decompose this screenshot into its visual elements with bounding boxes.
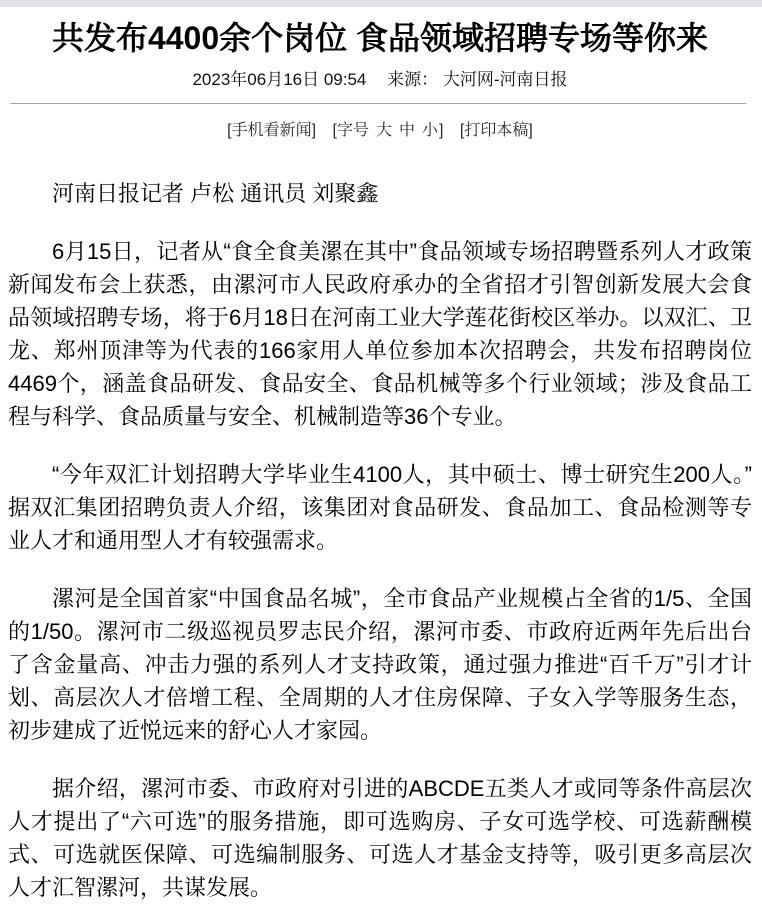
fontsize-small-button[interactable]: 小 [422,122,439,139]
article-paragraph: 据介绍，漯河市委、市政府对引进的ABCDE五类人才或同等条件高层次人才提出了“六可选”的服务措施，即可选购房、子女可选学校、可选薪酬模式、可选就医保障、可选编制服务、可选人才基金支持等，吸引更多高层次人才汇智漯河，共谋发展。 [8,776,752,900]
fontsize-label: [字号 [332,122,369,139]
dateline [8,70,752,90]
article-title: 共发布4400余个岗位 食品领域招聘专场等你来 [51,20,709,56]
article-paragraph: 6月15日，记者从“食全食美漯在其中”食品领域专场招聘暨系列人才政策新闻发布会上获悉，由漯河市人民政府承办的全省招才引智创新发展大会食品领域招聘专场，将于6月18日在河南工业大学莲花街校区举办。以双汇、卫龙、郑州顶津等为代表的166家用人单位参加本次招聘会，共发布招聘岗位4469个，涵盖食品研发、食品安全、食品机械等多个行业领域；涉及食品工程与科学、食品质量与安全、机械制造等36个专业。 [8,239,752,429]
article-byline: 河南日报记者 卢松 通讯员 刘聚鑫 [52,181,379,206]
print-link[interactable]: [打印本稿] [459,122,533,139]
source-label: 来源： [387,70,439,89]
fontsize-large-button[interactable]: 大 [375,122,392,139]
fontsize-group-close: ] [439,122,444,139]
mobile-view-link[interactable]: [手机看新闻] [227,122,317,139]
toolbar [8,121,752,141]
top-strip [0,0,762,7]
article-body [8,177,752,904]
fontsize-group [333,122,444,139]
divider [10,103,746,104]
article-paragraph: 漯河是全国首家“中国食品名城”，全市食品产业规模占全省的1/5、全国的1/50。漯河市二级巡视员罗志民介绍，漯河市委、市政府近两年先后出台了含金量高、冲击力强的系列人才支持政策，通过强力推进“百千万”引才计划、高层次人才倍增工程、全周期的人才住房保障、子女入学等服务生态，初步建成了近悦远来的舒心人才家园。 [8,586,752,743]
page-content [0,18,762,904]
fontsize-medium-button[interactable]: 中 [398,122,415,139]
publish-date: 2023年06月16日 09:54 [192,70,367,89]
article-paragraph: “今年双汇计划招聘大学毕业生4100人，其中硕士、博士研究生200人。” 据双汇集团招聘负责人介绍，该集团对食品研发、食品加工、食品检测等专业人才和通用型人才有较强需求。 [8,462,752,553]
source-name: 大河网-河南日报 [442,70,568,89]
